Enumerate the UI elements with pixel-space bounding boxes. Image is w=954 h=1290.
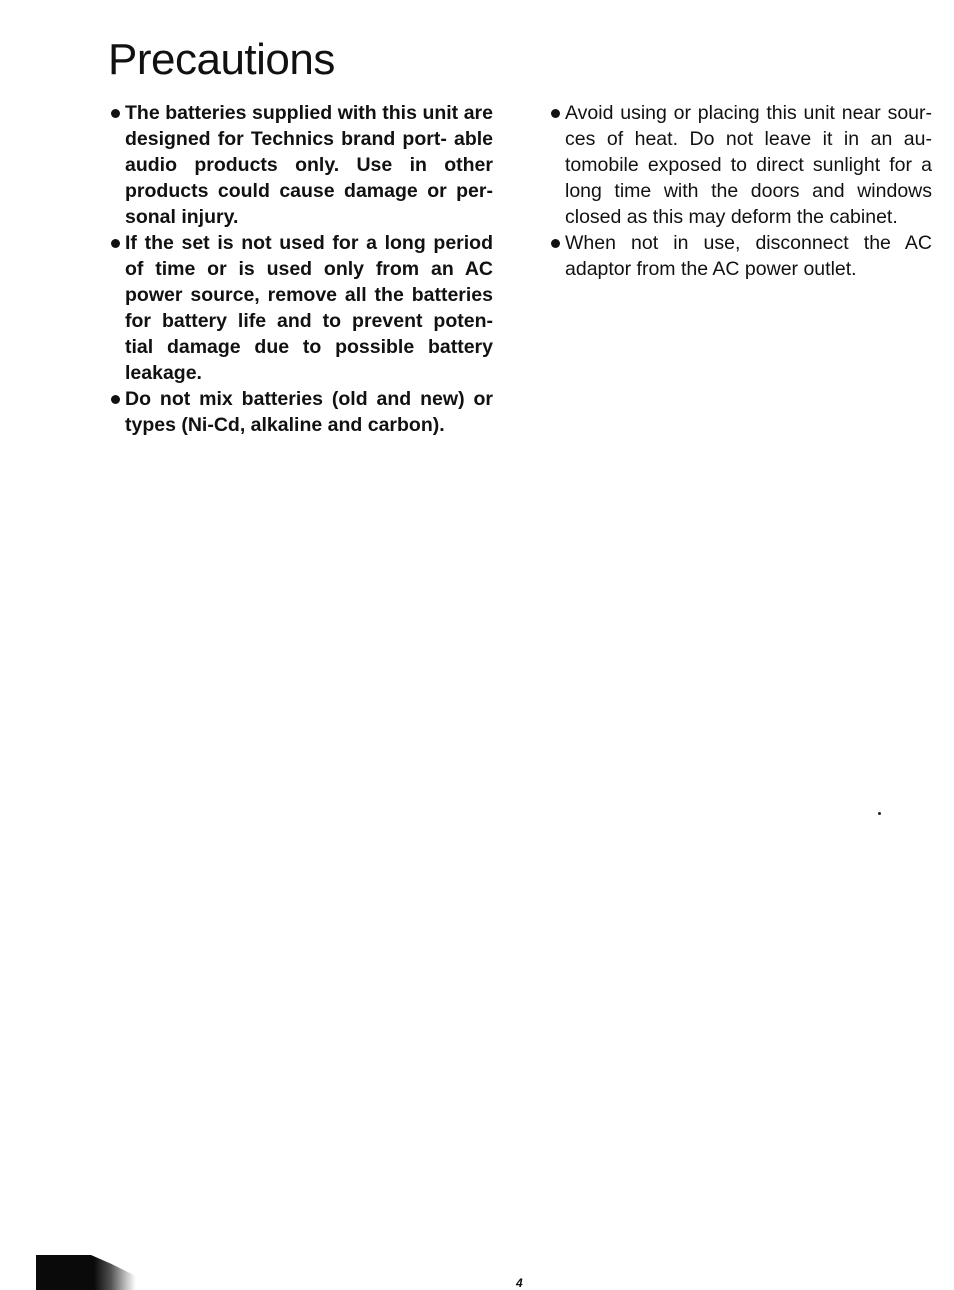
page-number: 4	[516, 1276, 523, 1290]
page-title: Precautions	[108, 35, 335, 84]
precaution-item	[110, 230, 493, 386]
bullet-icon	[111, 239, 120, 248]
bullet-icon	[111, 395, 120, 404]
precaution-text: Avoid using or placing this unit near sour- ces of heat. Do not leave it in an au- tomobile exposed to direct sunlight for a long time with the doors and windows closed as this may deform the cabinet.	[565, 102, 932, 228]
precaution-item	[550, 230, 932, 282]
scan-edge-mark	[36, 1255, 136, 1290]
precaution-text: Do not mix batteries (old and new) or types (Ni-Cd, alkaline and carbon).	[125, 388, 493, 436]
precaution-text: When not in use, disconnect the AC adaptor from the AC power outlet.	[565, 232, 932, 280]
scan-speck	[878, 812, 881, 815]
precaution-item	[110, 100, 493, 230]
precaution-item	[110, 386, 493, 438]
precaution-text: If the set is not used for a long period of time or is used only from an AC power source, remove all the batteries for battery life and to prevent poten- tial damage due to possible battery leakage.	[125, 232, 493, 384]
precaution-text: The batteries supplied with this unit are designed for Technics brand port- able audio products only. Use in other products could cause damage or per- sonal injury.	[125, 102, 493, 228]
precautions-list-left	[110, 100, 493, 438]
bullet-icon	[551, 109, 560, 118]
precautions-list-right	[550, 100, 932, 282]
precaution-item	[550, 100, 932, 230]
bullet-icon	[111, 109, 120, 118]
bullet-icon	[551, 239, 560, 248]
